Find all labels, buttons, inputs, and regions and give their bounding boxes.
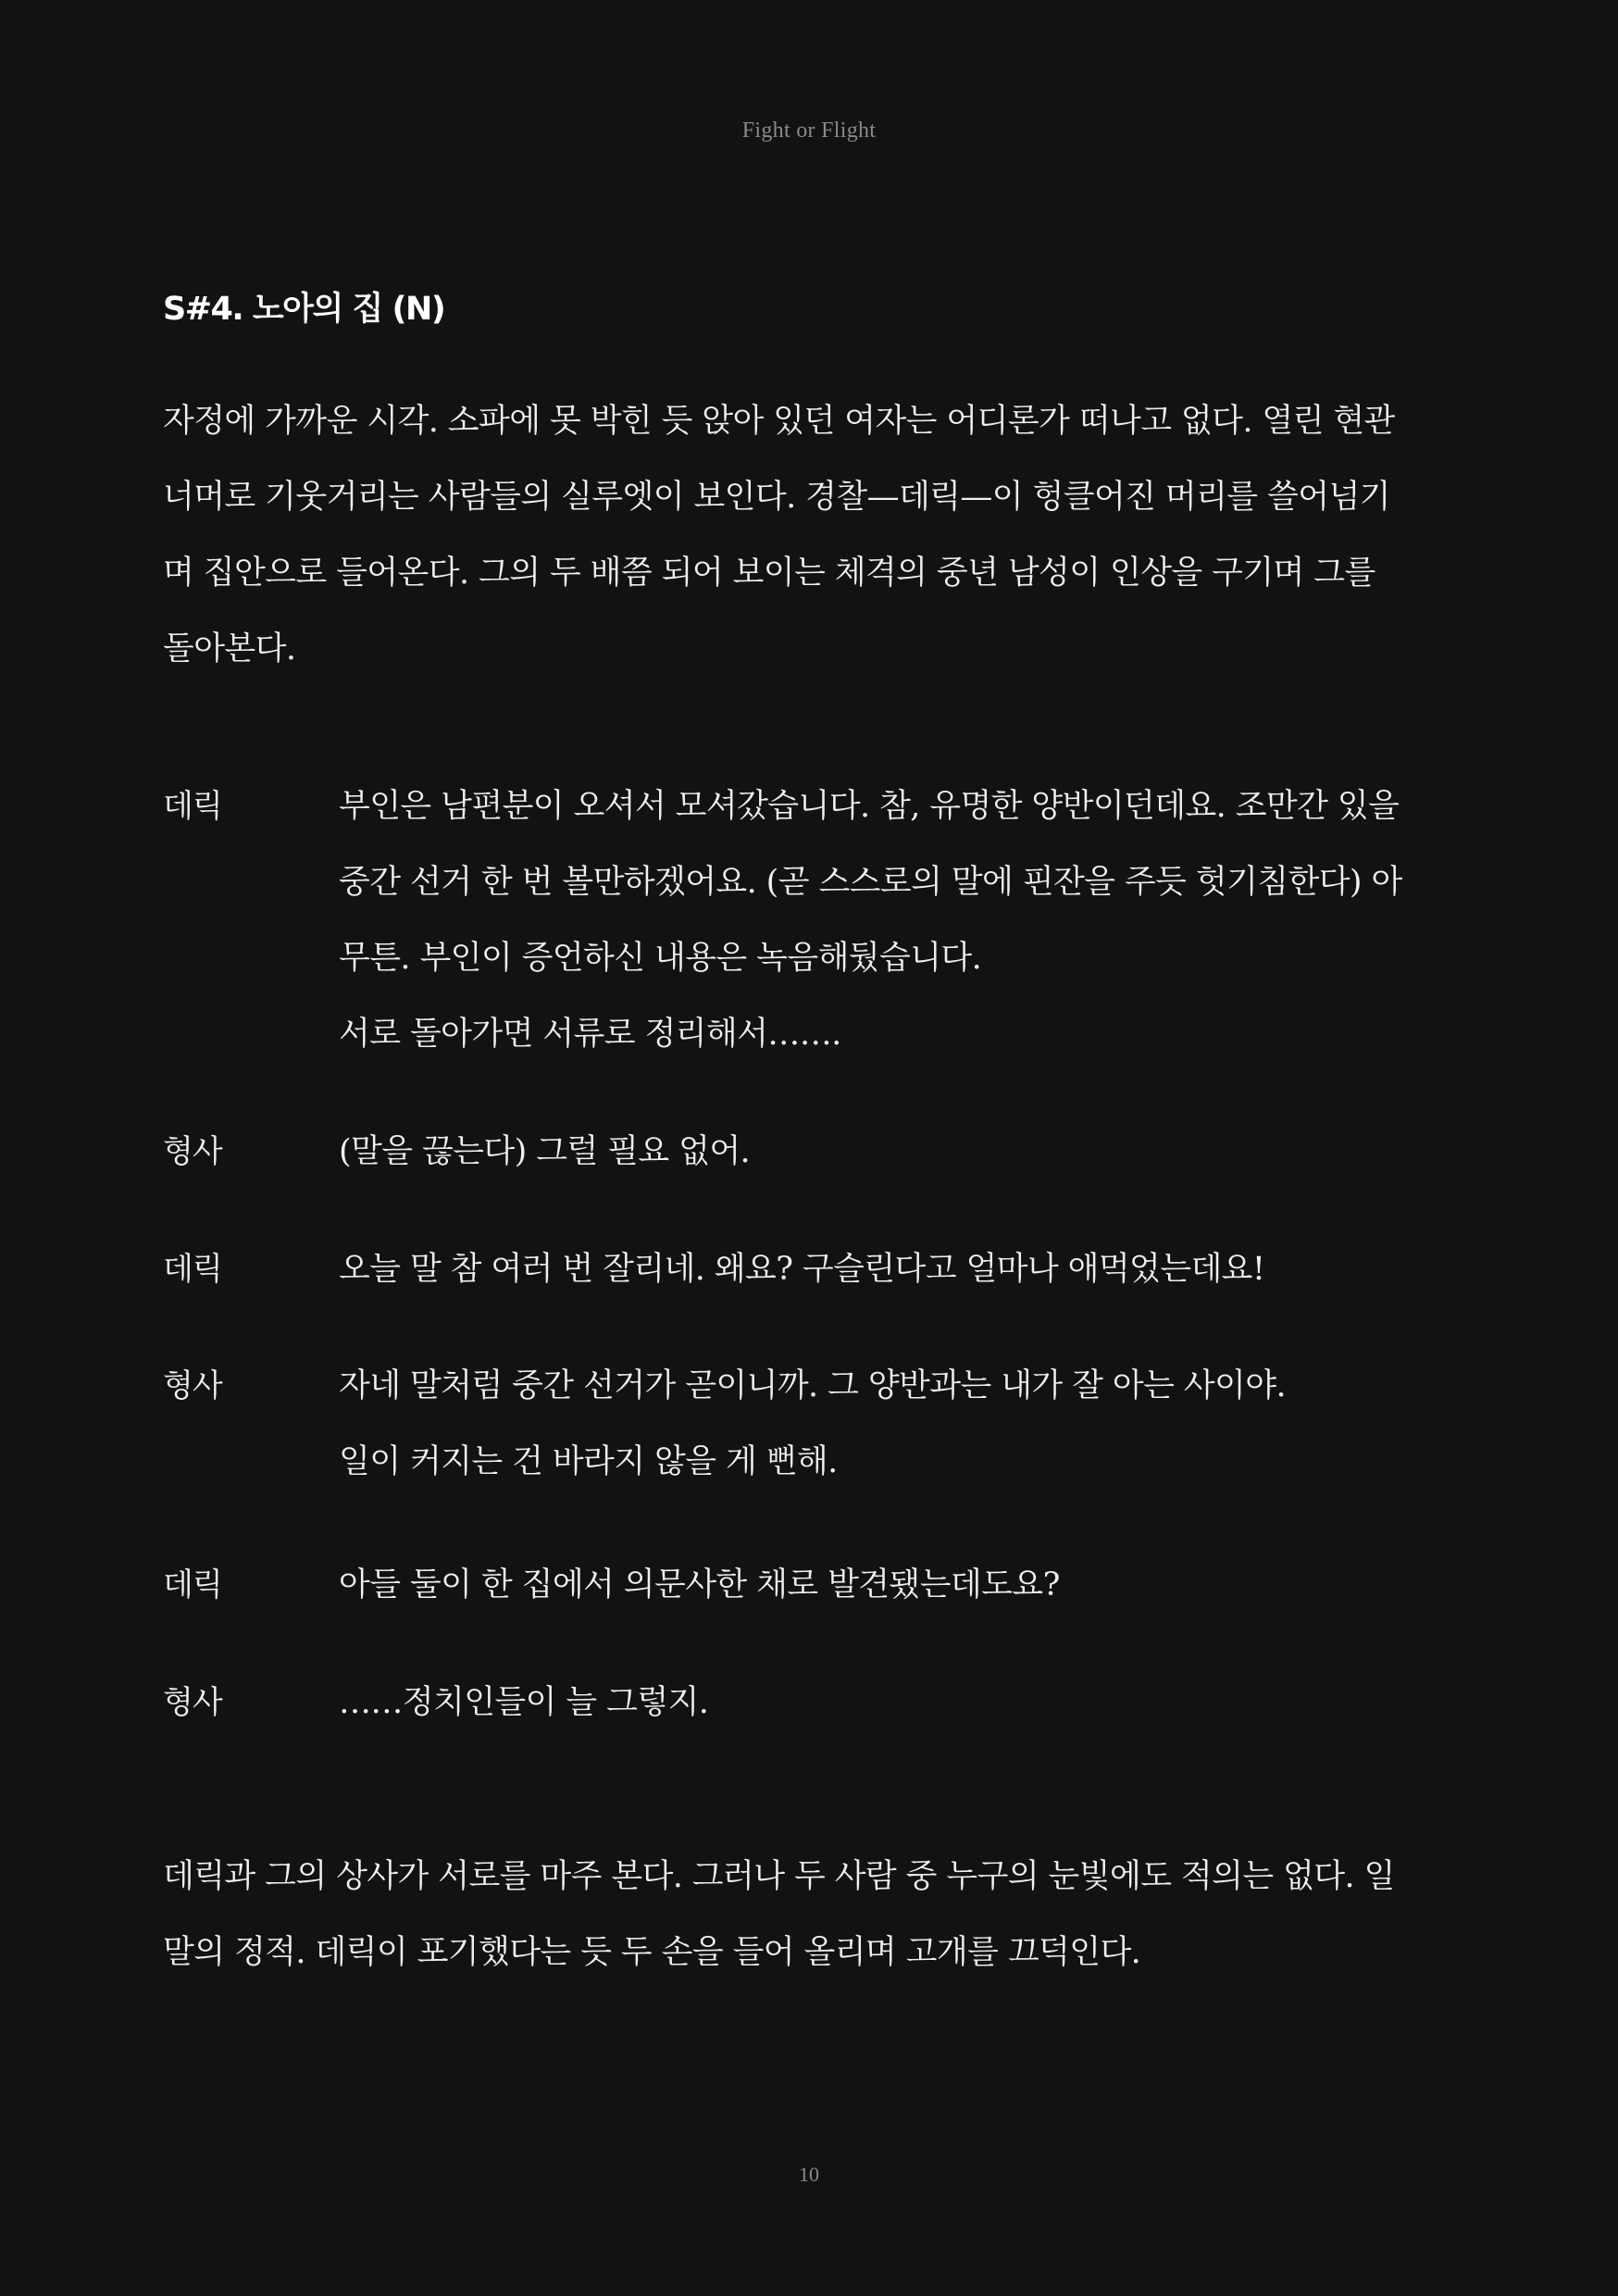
- speaker-name: 형사: [163, 1684, 222, 1721]
- speaker-name: 데릭: [163, 1566, 222, 1603]
- action-paragraph-top: [163, 383, 1459, 687]
- dialogue-block: [163, 1114, 1459, 1190]
- speaker-name: 데릭: [163, 788, 222, 825]
- action-line: 데릭과 그의 상사가 서로를 마주 본다. 그러나 두 사람 중 누구의 눈빛에도 적의는 없다. 일: [163, 1858, 1395, 1895]
- dialogue-line: 아들 둘이 한 집에서 의문사한 채로 발견됐는데도요?: [339, 1566, 1060, 1603]
- dialogue-line: 일이 커지는 건 바라지 않을 게 뻔해.: [339, 1443, 838, 1480]
- action-line: 자정에 가까운 시각. 소파에 못 박힌 듯 앉아 있던 여자는 어디론가 떠나고 없다. 열린 현관: [163, 403, 1395, 440]
- scene-heading: S#4. 노아의 집 (N): [163, 291, 445, 328]
- speaker-name: 데릭: [163, 1251, 222, 1288]
- dialogue-line: 서로 돌아가면 서류로 정리해서…….: [339, 1016, 841, 1053]
- dialogue-lines: [339, 768, 1459, 1072]
- action-line: 말의 정적. 데릭이 포기했다는 듯 두 손을 들어 올리며 고개를 끄덕인다.: [163, 1934, 1141, 1971]
- dialogue-line: 중간 선거 한 번 볼만하겠어요. (곧 스스로의 말에 핀잔을 주듯 헛기침한다) 아: [339, 864, 1402, 901]
- running-header: Fight or Flight: [741, 119, 877, 143]
- dialogue-lines: [339, 1348, 1459, 1500]
- dialogue-lines: [339, 1547, 1459, 1623]
- dialogue-line: (말을 끊는다) 그럴 필요 없어.: [339, 1133, 751, 1170]
- action-line: 며 집안으로 들어온다. 그의 두 배쯤 되어 보이는 체격의 중년 남성이 인상을 구기며 그를: [163, 555, 1375, 592]
- page-number: 10: [799, 2163, 819, 2186]
- dialogue-block: [163, 1547, 1459, 1623]
- action-line: 돌아본다.: [163, 630, 296, 668]
- action-paragraph-bottom: [163, 1839, 1459, 1990]
- dialogue-line: ……정치인들이 늘 그렇지.: [339, 1684, 709, 1721]
- dialogue-line: 자네 말처럼 중간 선거가 곧이니까. 그 양반과는 내가 잘 아는 사이야.: [339, 1367, 1286, 1404]
- dialogue-block: [163, 1665, 1459, 1741]
- speaker-name: 형사: [163, 1367, 222, 1404]
- dialogue-block: [163, 768, 1459, 1072]
- dialogue-block: [163, 1348, 1459, 1500]
- dialogue-line: 오늘 말 참 여러 번 잘리네. 왜요? 구슬린다고 얼마나 애먹었는데요!: [339, 1251, 1265, 1288]
- dialogue-lines: [339, 1665, 1459, 1741]
- dialogue-line: 무튼. 부인이 증언하신 내용은 녹음해뒀습니다.: [339, 940, 982, 977]
- dialogue-block: [163, 1231, 1459, 1307]
- dialogue-line: 부인은 남편분이 오셔서 모셔갔습니다. 참, 유명한 양반이던데요. 조만간 있을: [339, 788, 1400, 825]
- dialogue-lines: [339, 1231, 1459, 1307]
- speaker-name: 형사: [163, 1133, 222, 1170]
- dialogue-lines: [339, 1114, 1459, 1190]
- action-line: 너머로 기웃거리는 사람들의 실루엣이 보인다. 경찰—데릭—이 헝클어진 머리를 쓸어넘기: [163, 479, 1390, 516]
